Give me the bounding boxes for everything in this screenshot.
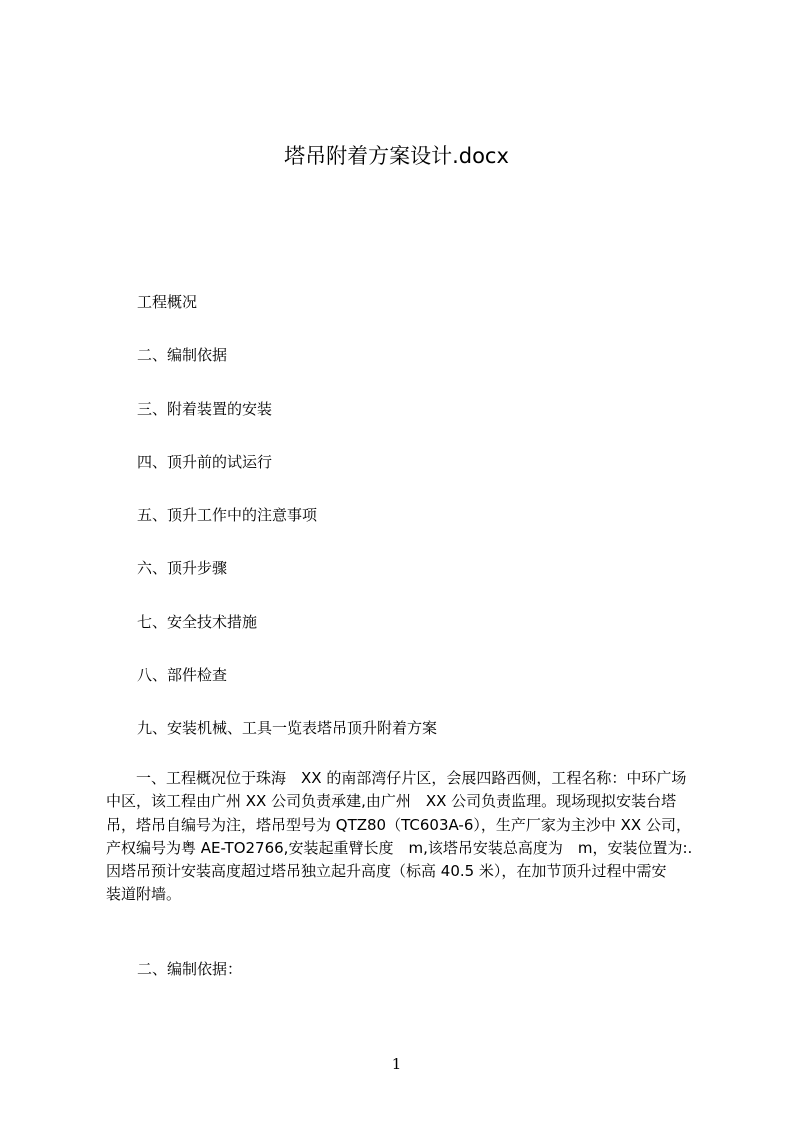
toc-item: 四、顶升前的试运行 [137, 452, 273, 471]
toc-item: 九、安装机械、工具一览表塔吊顶升附着方案 [137, 719, 438, 738]
paragraph-line: 产权编号为粤 AE-TO2766,安装起重臂长度 m,该塔吊安装总高度为 m，安装位置为:. [106, 838, 693, 857]
project-overview-paragraph [106, 767, 718, 907]
toc-item: 工程概况 [137, 293, 198, 311]
paragraph-line: 因塔吊预计安装高度超过塔吊独立起升高度（标高 40.5 米），在加节顶升过程中需安 [106, 862, 667, 881]
page-number: 1 [391, 1055, 402, 1073]
paragraph-line: 中区，该工程由广州 XX 公司负责承建,由广州 XX 公司负责监理。现场现拟安装台塔 [106, 792, 677, 811]
paragraph-line: 吊，塔吊自编号为注，塔吊型号为 QTZ80（TC603A-6），生产厂家为主沙中 XX 公司， [106, 815, 691, 834]
toc-item: 二、编制依据 [137, 346, 228, 365]
toc-item: 八、部件检查 [137, 666, 228, 685]
toc-item: 六、顶升步骤 [137, 559, 228, 578]
paragraph-line: 一、工程概况位于珠海 XX 的南部湾仔片区，会展四路西侧，工程名称：中环广场 [136, 769, 687, 787]
paragraph-line: 装道附墙。 [106, 885, 182, 904]
table-of-contents [137, 290, 437, 770]
toc-item: 七、安全技术措施 [137, 612, 258, 631]
section-heading: 二、编制依据： [137, 960, 243, 978]
document-title: 塔吊附着方案设计.docx [284, 144, 509, 168]
toc-item: 三、附着装置的安装 [137, 399, 273, 418]
toc-item: 五、顶升工作中的注意事项 [137, 506, 318, 525]
